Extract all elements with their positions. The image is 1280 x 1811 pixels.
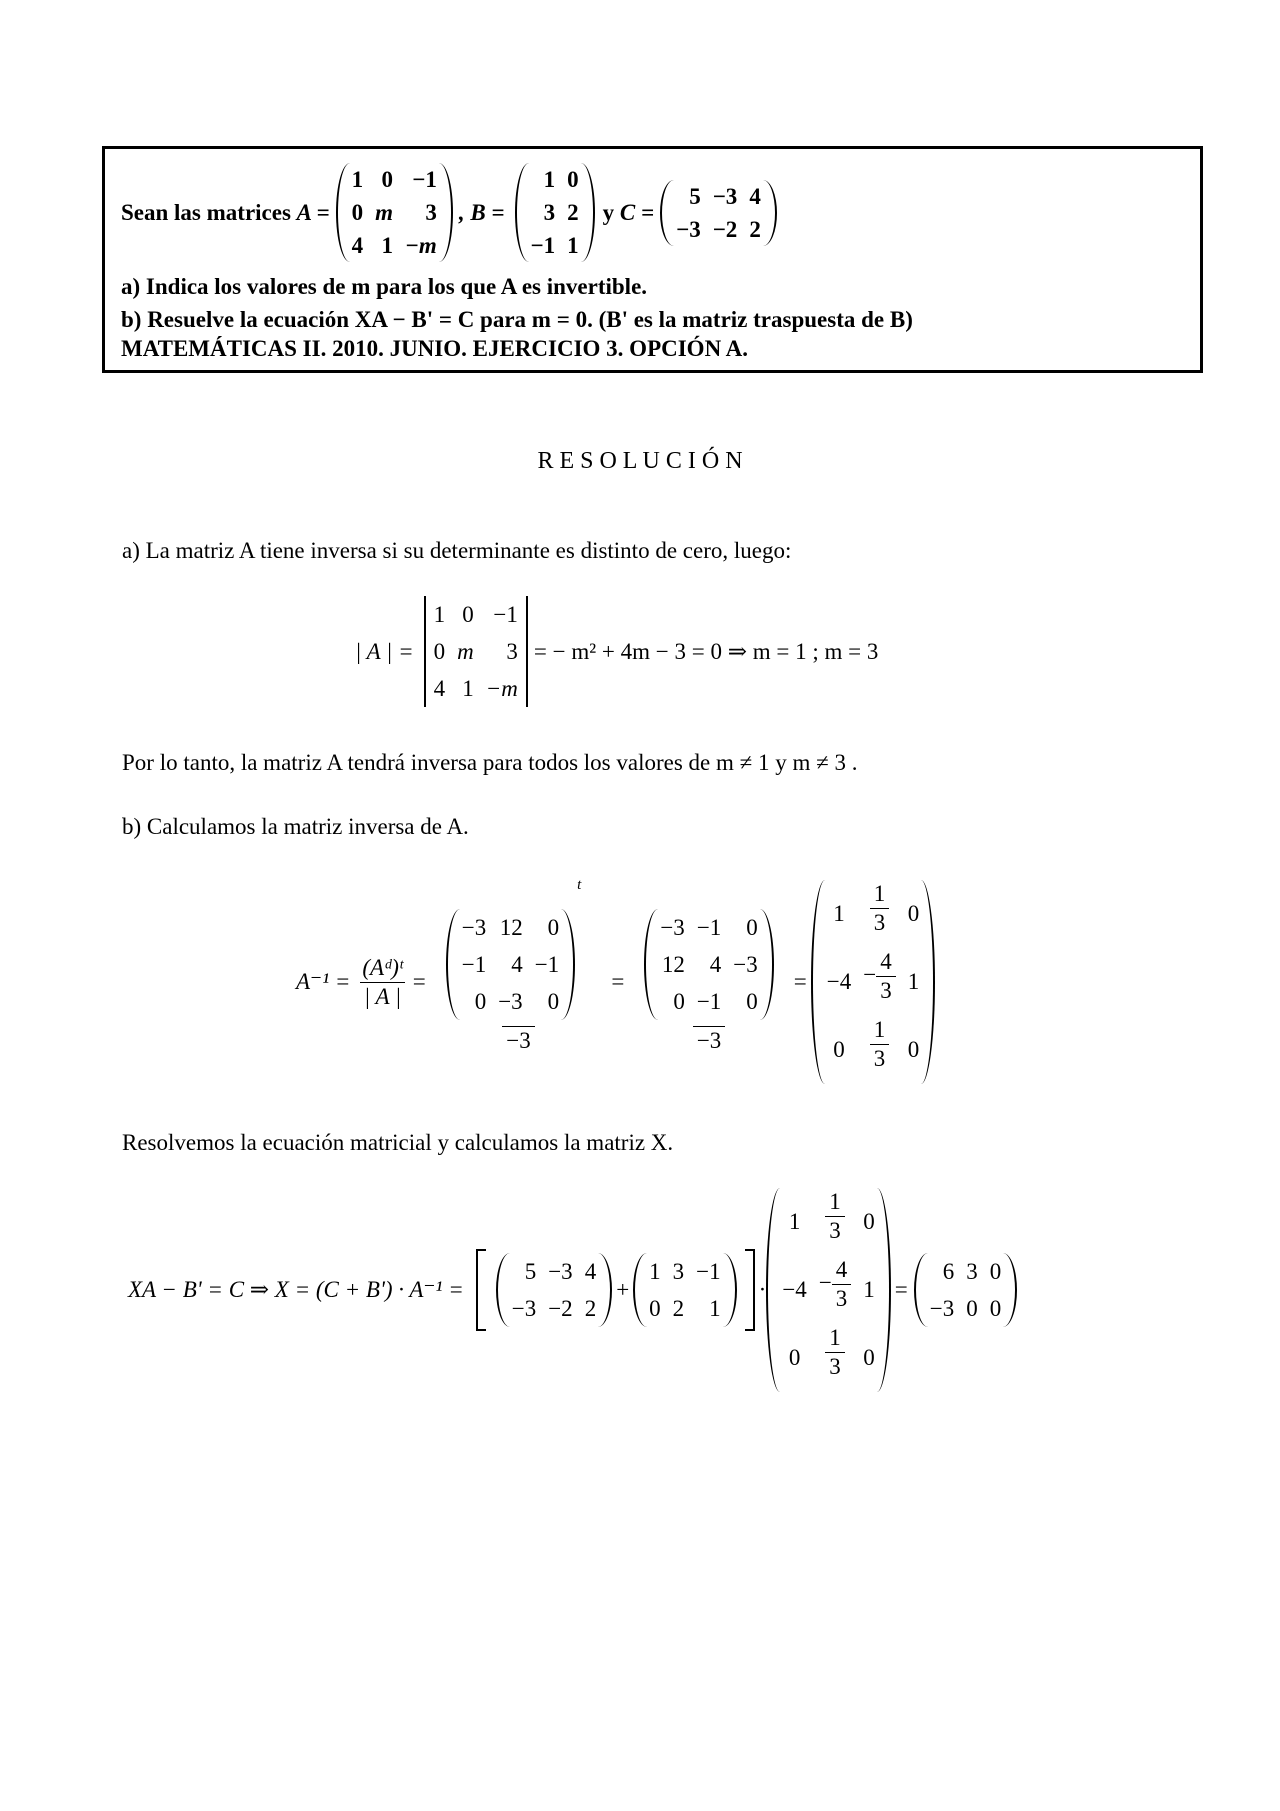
cofactor-transpose-matrix: −3 −1 0 12 4 −3 0 −1 0 — [654, 909, 763, 1020]
adjugate-fraction: $\frac{\text{(Aᵈ)ᵗ}}{| A |}$ — [358, 954, 406, 1011]
intro-text: Sean las matrices — [121, 199, 291, 225]
part-a-conclusion: Por lo tanto, la matriz A tendrá inversa para todos los valores de m ≠ 1 y m ≠ 3 . — [122, 750, 858, 775]
problem-part-a: a) Indica los valores de m para los que A es invertible. — [121, 274, 648, 299]
matrix-A: 1 0 −1 0 m 3 4 1 −m — [346, 163, 443, 262]
det-result: = − m² + 4m − 3 = 0 ⇒ m = 1 ; m = 3 — [533, 638, 879, 664]
matrix-B: 1 0 3 2 −1 1 — [525, 163, 585, 262]
inverse-computation: A⁻¹ = $\frac{\text{(Aᵈ)ᵗ}}{| A |}$ = −3 12 0 −1 4 −1 0 −3 0 $^t$ −3 = −3 −1 0 12 4 −3 0 −1 0 −3 = 1 $\frac{1}{3}$ 0 −4 − $\frac{4}{3}$ 1 0 $\frac{1}{3}$ 0 — [296, 880, 925, 1084]
eq-inverse-matrix: 1 $\frac{1}{3}$ 0 −4 − $\frac{4}{3}$ 1 0 $\frac{1}{3}$ 0 — [776, 1188, 880, 1392]
matrix-A-label: A = — [296, 199, 330, 225]
det-matrix: 1 0 −1 0 m 3 4 1 −m — [428, 596, 524, 707]
y-connector: y — [602, 199, 615, 225]
problem-part-b: b) Resuelve la ecuación XA − B' = C para m = 0. (B' es la matriz traspuesta de B) — [121, 307, 913, 332]
eq-matrix-Bt: 1 3 −1 0 2 1 — [643, 1253, 726, 1327]
matrix-C: 5 −3 4 −3 −2 2 — [670, 180, 767, 246]
matrices-definition — [121, 163, 767, 262]
resolution-heading: R E S O L U C I Ó N — [537, 448, 743, 474]
det-label: | A | = — [355, 638, 414, 664]
equation-text: XA − B' = C ⇒ X = (C + B') · A⁻¹ = — [128, 1277, 464, 1302]
bracket-group: 5 −3 4 −3 −2 2 + 1 3 −1 0 2 1 — [490, 1253, 741, 1327]
inverse-matrix: 1 $\frac{1}{3}$ 0 −4 − $\frac{4}{3}$ 1 0 $\frac{1}{3}$ 0 — [821, 880, 925, 1084]
cofactor-matrix: −3 12 0 −1 4 −1 0 −3 0 — [456, 909, 565, 1020]
determinant-equation — [355, 596, 878, 707]
problem-box — [102, 146, 1203, 373]
part-a-intro: a) La matriz A tiene inversa si su determinante es distinto de cero, luego: — [122, 538, 792, 563]
cofactor-transpose-fraction: −3 12 0 −1 4 −1 0 −3 0 $^t$ −3 — [432, 909, 606, 1055]
matrix-equation: XA − B' = C ⇒ X = (C + B') · A⁻¹ = 5 −3 4 −3 −2 2 + 1 3 −1 0 2 1 · 1 $\frac{1}{3}$ 0 −4 − $\frac{4}{3}$ 1 0 $\frac{1}{3}$ 0 = 6 3 0 −3 0 0 — [128, 1188, 1007, 1392]
problem-source: MATEMÁTICAS II. 2010. JUNIO. EJERCICIO 3. OPCIÓN A. — [121, 336, 749, 361]
solve-intro: Resolvemos la ecuación matricial y calculamos la matriz X. — [122, 1130, 674, 1155]
matrix-C-label: C = — [619, 199, 655, 225]
inverse-label: A⁻¹ = — [296, 969, 351, 994]
transpose-mark: t — [577, 877, 582, 893]
eq-matrix-C: 5 −3 4 −3 −2 2 — [506, 1253, 602, 1327]
result-matrix-X: 6 3 0 −3 0 0 — [924, 1253, 1007, 1327]
part-b-intro: b) Calculamos la matriz inversa de A. — [122, 814, 469, 839]
transposed-fraction: −3 −1 0 12 4 −3 0 −1 0 −3 — [630, 909, 787, 1055]
matrix-B-label: , B = — [458, 199, 505, 225]
